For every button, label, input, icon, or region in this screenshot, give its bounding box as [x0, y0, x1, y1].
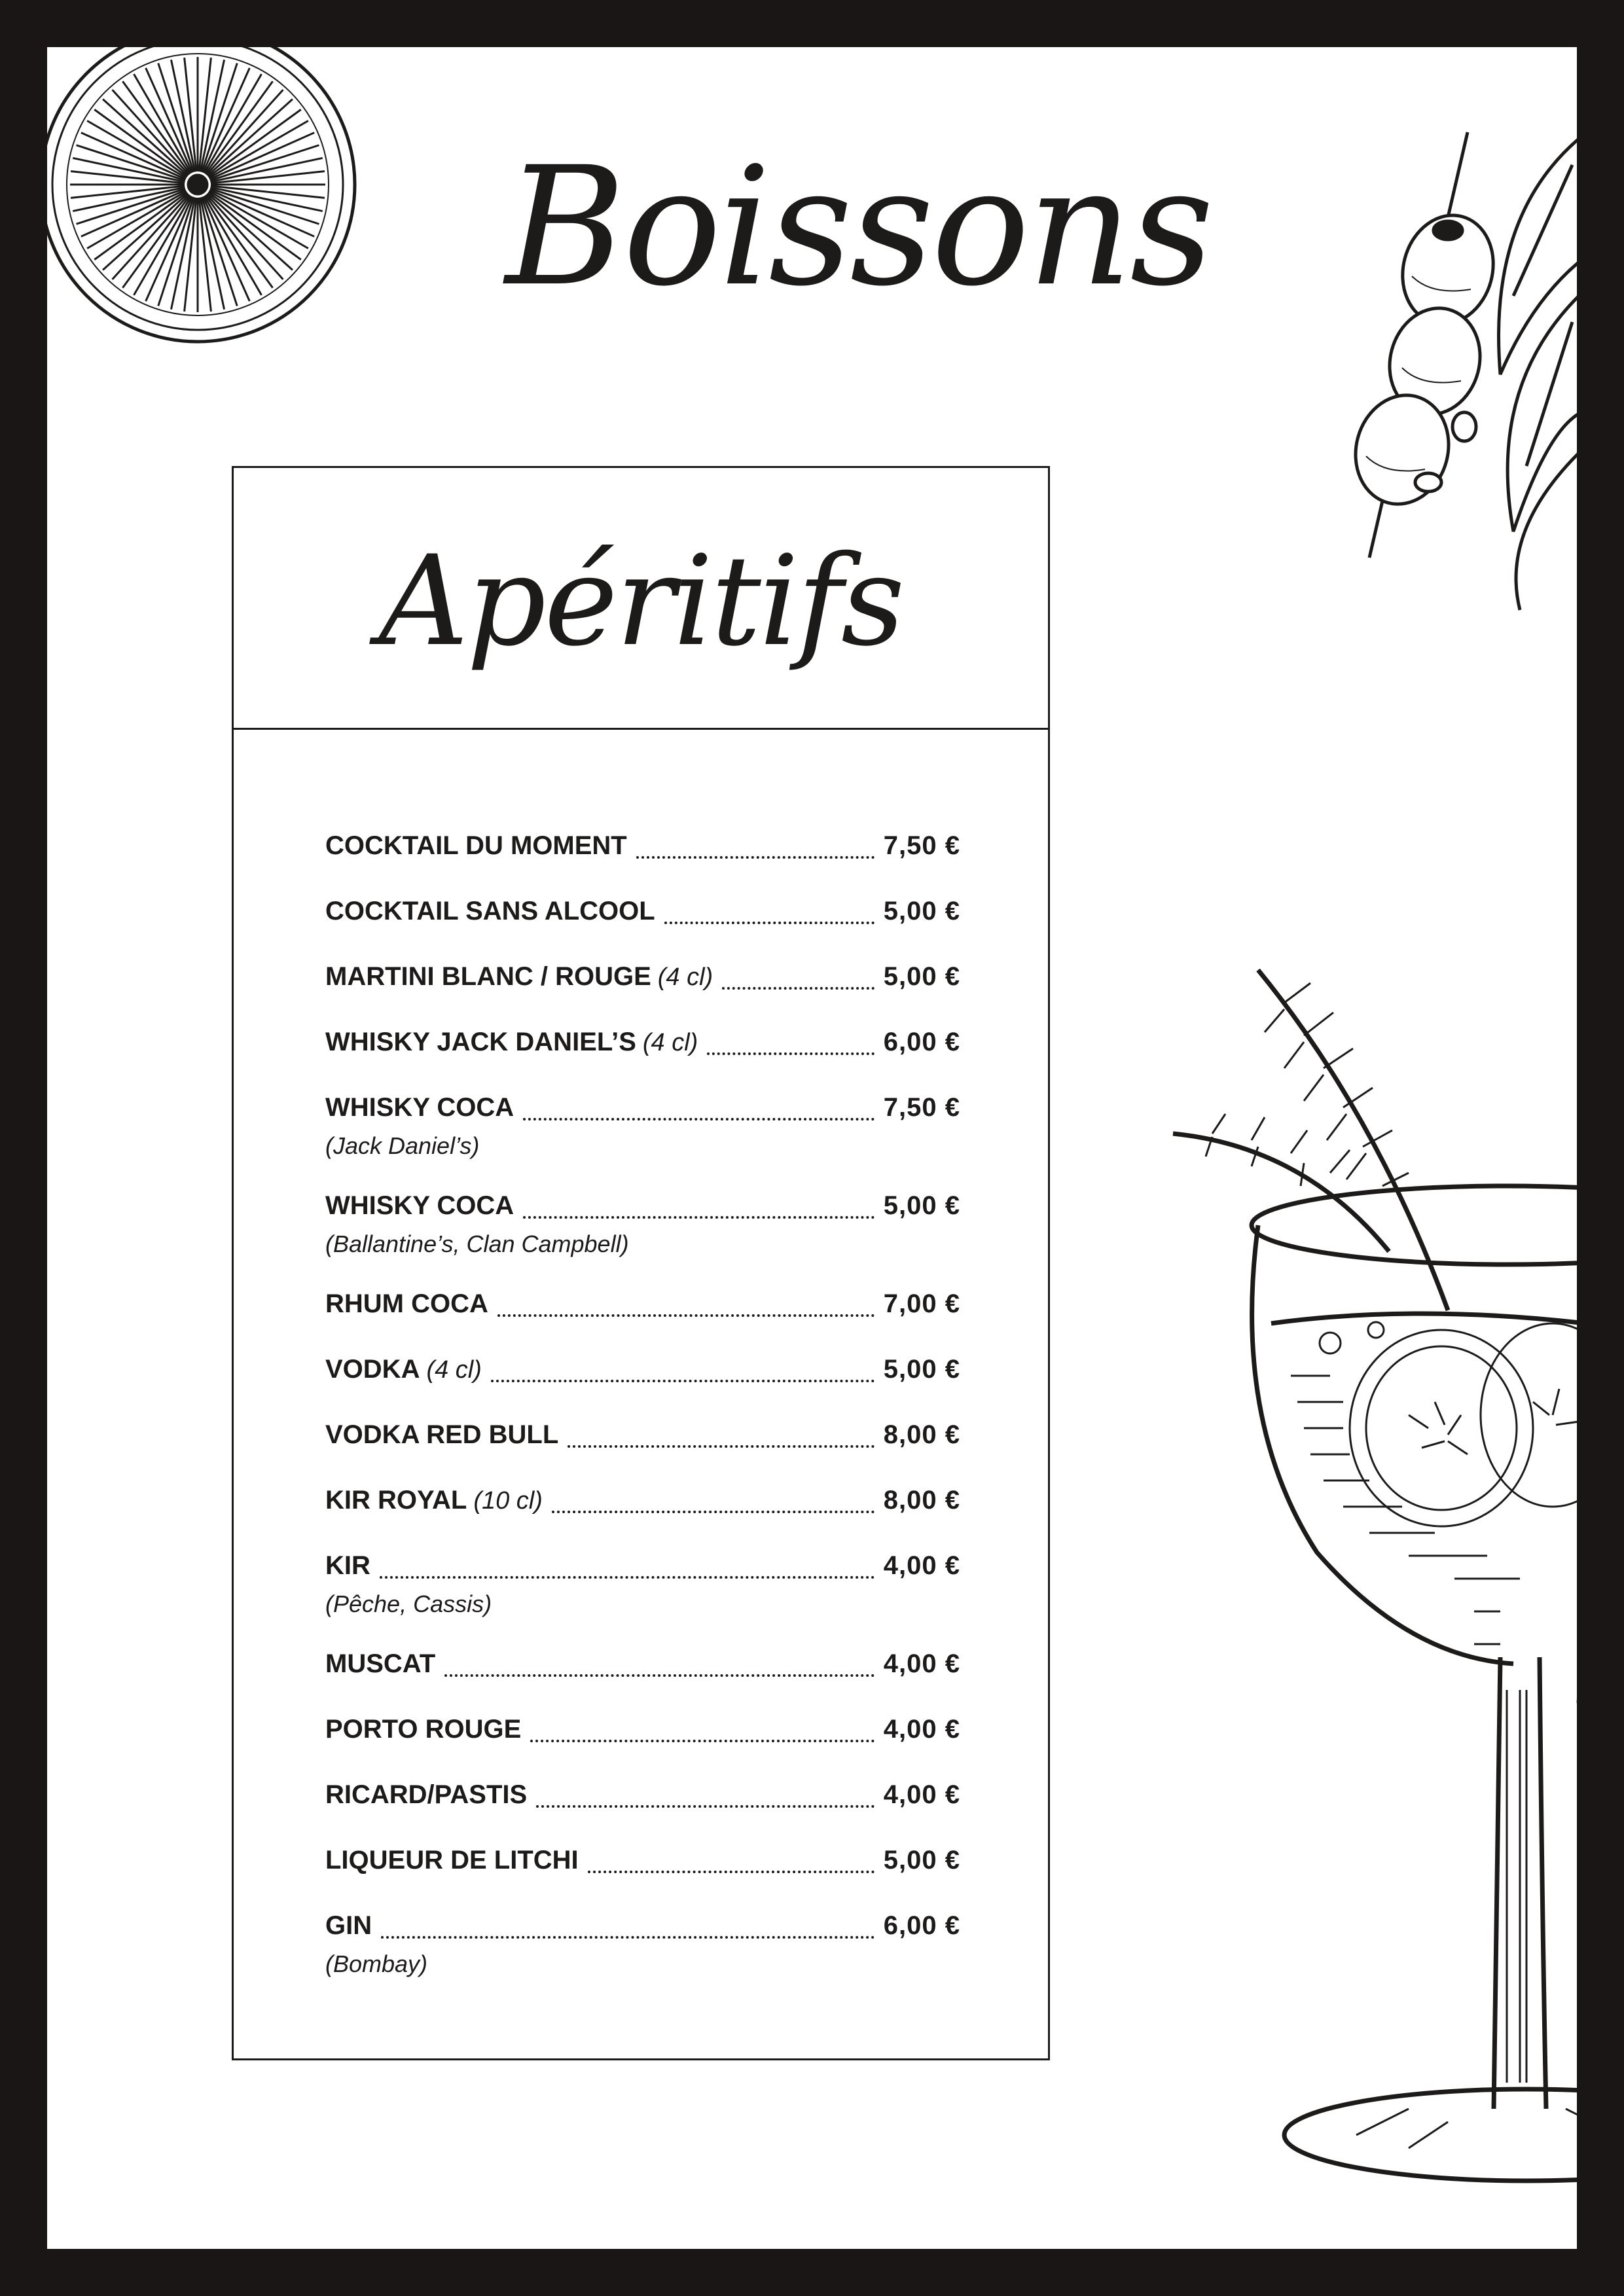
menu-item-line	[325, 1355, 960, 1391]
menu-item-note: (Ballantine’s, Clan Campbell)	[325, 1230, 629, 1257]
menu-header	[234, 468, 1048, 730]
menu-item-price: 7,00 €	[883, 1289, 960, 1318]
menu-item-price: 5,00 €	[883, 1846, 960, 1874]
menu-item-line	[325, 1191, 960, 1228]
dot-leader	[636, 853, 875, 859]
menu-item	[325, 1028, 960, 1093]
menu-item-name: COCKTAIL DU MOMENT	[325, 831, 627, 860]
menu-item-line	[325, 1028, 960, 1064]
menu-item-price: 4,00 €	[883, 1649, 960, 1678]
menu-item-name: KIR	[325, 1551, 370, 1580]
menu-item-line	[325, 831, 960, 868]
leaf-icon	[1474, 86, 1577, 623]
menu-item-price: 7,50 €	[883, 1093, 960, 1122]
menu-item	[325, 1780, 960, 1846]
menu-item-name: PORTO ROUGE	[325, 1715, 522, 1744]
menu-item	[325, 1649, 960, 1715]
dot-leader	[536, 1803, 875, 1808]
menu-item-name: RHUM COCA	[325, 1289, 488, 1318]
menu-item	[325, 1355, 960, 1420]
menu-item-name: COCKTAIL SANS ALCOOL	[325, 897, 655, 925]
menu-item-price: 6,00 €	[883, 1028, 960, 1056]
lemon-slice-icon	[47, 47, 388, 374]
menu-item-price: 5,00 €	[883, 897, 960, 925]
dot-leader	[444, 1672, 875, 1677]
menu-item	[325, 1486, 960, 1551]
menu-items-list	[325, 831, 960, 2009]
menu-item-line	[325, 1911, 960, 1948]
menu-item-line	[325, 1486, 960, 1522]
menu-item-line	[325, 962, 960, 999]
dot-leader	[707, 1050, 874, 1055]
menu-item-line	[325, 1093, 960, 1130]
menu-item-price: 4,00 €	[883, 1551, 960, 1580]
menu-item-price: 4,00 €	[883, 1780, 960, 1809]
dot-leader	[552, 1508, 875, 1513]
menu-item-line	[325, 1780, 960, 1817]
menu-item-name: WHISKY COCA	[325, 1191, 514, 1220]
dot-leader	[588, 1868, 875, 1873]
menu-item-size: (10 cl)	[473, 1487, 543, 1515]
menu-item-name: LIQUEUR DE LITCHI	[325, 1846, 579, 1874]
dot-leader	[722, 984, 875, 990]
dot-leader	[568, 1443, 874, 1448]
menu-item-price: 5,00 €	[883, 962, 960, 991]
menu-item-size: (4 cl)	[657, 963, 713, 991]
dot-leader	[523, 1115, 875, 1121]
menu-item-price: 5,00 €	[883, 1191, 960, 1220]
dot-leader	[664, 919, 875, 924]
menu-item	[325, 962, 960, 1028]
menu-item-line	[325, 1715, 960, 1751]
page-title: Boissons	[505, 132, 1212, 322]
menu-item	[325, 1846, 960, 1911]
menu-item	[325, 1420, 960, 1486]
menu-item	[325, 1191, 960, 1289]
menu-item	[325, 1911, 960, 2009]
menu-item-size: (4 cl)	[426, 1356, 482, 1384]
dot-leader	[497, 1312, 875, 1317]
menu-item-price: 8,00 €	[883, 1486, 960, 1515]
menu-page	[47, 47, 1577, 2249]
dot-leader	[491, 1377, 875, 1382]
menu-item-name: WHISKY COCA	[325, 1093, 514, 1122]
menu-item-name: KIR ROYAL	[325, 1486, 467, 1515]
menu-item-name: GIN	[325, 1911, 372, 1940]
menu-item-price: 7,50 €	[883, 831, 960, 860]
menu-item-note: (Jack Daniel’s)	[325, 1132, 480, 1159]
menu-item-name: VODKA	[325, 1355, 420, 1384]
menu-item	[325, 1715, 960, 1780]
menu-item-line	[325, 1420, 960, 1457]
menu-item	[325, 1093, 960, 1191]
dot-leader	[381, 1933, 875, 1939]
menu-item-name: VODKA RED BULL	[325, 1420, 559, 1449]
dot-leader	[530, 1737, 874, 1742]
dot-leader	[380, 1573, 875, 1579]
menu-item-price: 4,00 €	[883, 1715, 960, 1744]
menu-item-line	[325, 897, 960, 933]
menu-item-price: 8,00 €	[883, 1420, 960, 1449]
dot-leader	[523, 1213, 875, 1219]
menu-item	[325, 1289, 960, 1355]
menu-item-name: MARTINI BLANC / ROUGE	[325, 962, 651, 991]
menu-item-size: (4 cl)	[642, 1029, 698, 1056]
aperitifs-menu	[232, 466, 1050, 2060]
menu-item-name: MUSCAT	[325, 1649, 436, 1678]
menu-item-name: WHISKY JACK DANIEL’S	[325, 1028, 636, 1056]
gin-tonic-glass-icon	[1160, 918, 1577, 2200]
menu-item-name: RICARD/PASTIS	[325, 1780, 528, 1809]
menu-item-price: 6,00 €	[883, 1911, 960, 1940]
menu-item-line	[325, 1649, 960, 1686]
menu-item-note: (Bombay)	[325, 1950, 428, 1977]
menu-item	[325, 1551, 960, 1649]
menu-item-line	[325, 1289, 960, 1326]
menu-item-line	[325, 1846, 960, 1882]
menu-item	[325, 897, 960, 962]
menu-item	[325, 831, 960, 897]
menu-item-price: 5,00 €	[883, 1355, 960, 1384]
menu-item-note: (Pêche, Cassis)	[325, 1590, 492, 1617]
menu-item-line	[325, 1551, 960, 1588]
section-title: Apéritifs	[378, 528, 903, 673]
